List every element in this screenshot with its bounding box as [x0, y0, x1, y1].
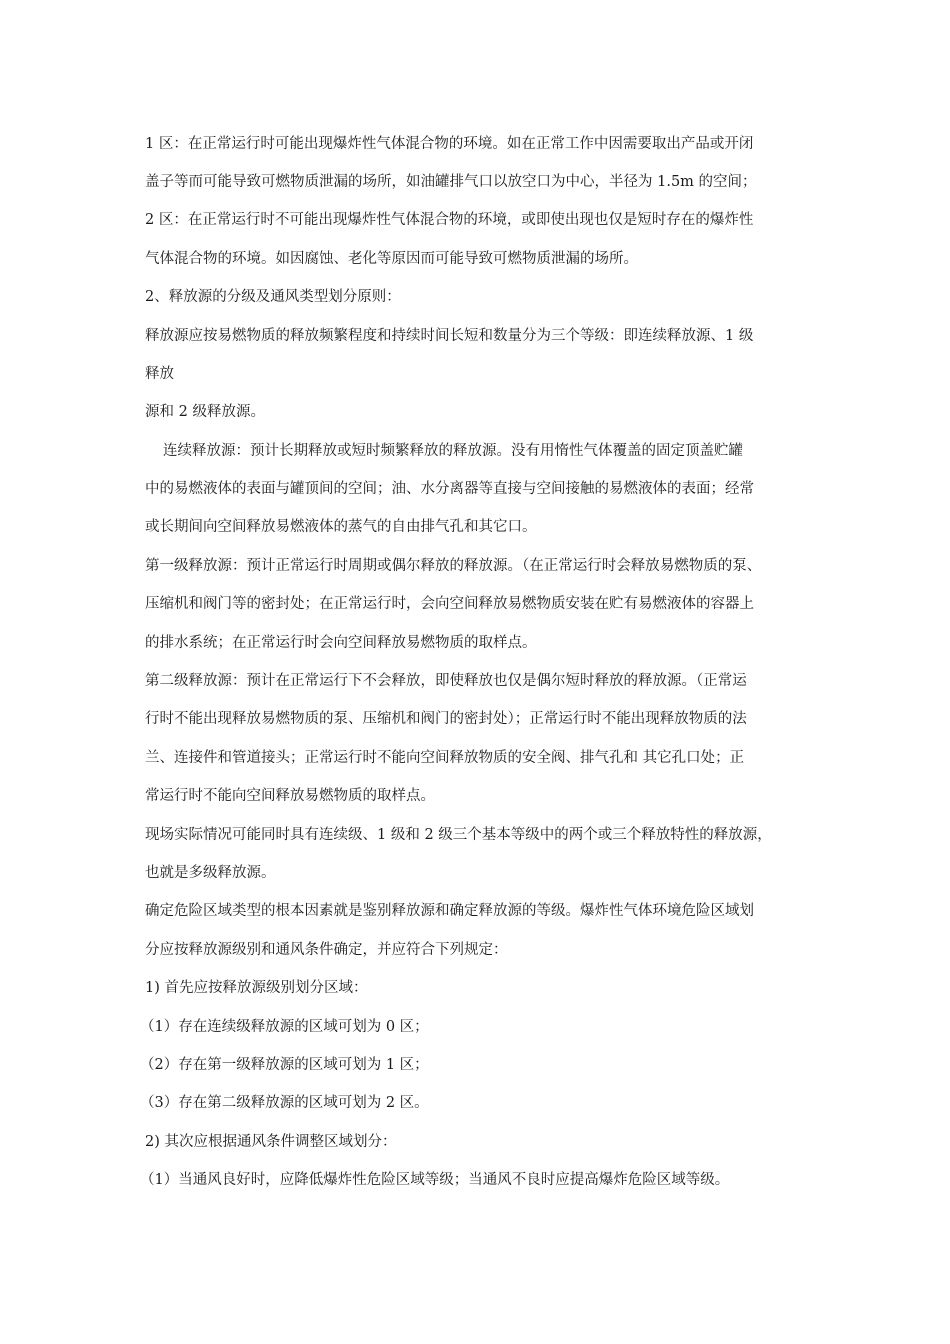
list-heading: 1) 首先应按释放源级别划分区域：	[145, 980, 368, 996]
text-line: 也就是多级释放源。	[145, 865, 276, 881]
text-line: 第二级释放源：预计在正常运行下不会释放，即使释放也仅是偶尔短时释放的释放源。（正常运	[145, 673, 747, 689]
list-item: （1）当通风良好时，应降低爆炸性危险区域等级；当通风不良时应提高爆炸危险区域等级。	[140, 1172, 730, 1188]
list-item: （1）存在连续级释放源的区域可划为 0 区；	[140, 1019, 429, 1035]
text-line: 气体混合物的环境。如因腐蚀、老化等原因而可能导致可燃物质泄漏的场所。	[145, 251, 638, 267]
text-line: 释放源应按易燃物质的释放频繁程度和持续时间长短和数量分为三个等级：即连续释放源、1 级	[145, 328, 754, 344]
text-line: 压缩机和阀门等的密封处；在正常运行时，会向空间释放易燃物质安装在贮有易燃液体的容器上	[145, 596, 754, 612]
text-line: 兰、连接件和管道接头；正常运行时不能向空间释放物质的安全阀、排气孔和 其它孔口处；正	[145, 750, 745, 766]
list-item: （2）存在第一级释放源的区域可划为 1 区；	[140, 1057, 429, 1073]
list-item: （3）存在第二级释放源的区域可划为 2 区。	[140, 1095, 429, 1111]
text-line: 分应按释放源级别和通风条件确定，并应符合下列规定：	[145, 942, 508, 958]
text-line: 盖子等而可能导致可燃物质泄漏的场所，如油罐排气口以放空口为中心，半径为 1.5m 的空间；	[145, 174, 757, 190]
text-line: 现场实际情况可能同时具有连续级、1 级和 2 级三个基本等级中的两个或三个释放特性的释放源，	[145, 827, 772, 843]
text-line: 源和 2 级释放源。	[145, 404, 265, 420]
text-line: 1 区：在正常运行时可能出现爆炸性气体混合物的环境。如在正常工作中因需要取出产品或开闭	[145, 136, 754, 152]
text-line: 行时不能出现释放易燃物质的泵、压缩机和阀门的密封处）；正常运行时不能出现释放物质的法	[145, 711, 747, 727]
text-line: 的排水系统；在正常运行时会向空间释放易燃物质的取样点。	[145, 635, 537, 651]
text-line: 第一级释放源：预计正常运行时周期或偶尔释放的释放源。（在正常运行时会释放易燃物质的泵、	[145, 558, 762, 574]
text-line: 中的易燃液体的表面与罐顶间的空间；油、水分离器等直接与空间接触的易燃液体的表面；经常	[145, 481, 754, 497]
text-line: 释放	[145, 366, 174, 382]
text-line-indented: 连续释放源：预计长期释放或短时频繁释放的释放源。没有用惰性气体覆盖的固定顶盖贮罐	[163, 443, 743, 459]
text-line: 确定危险区域类型的根本因素就是鉴别释放源和确定释放源的等级。爆炸性气体环境危险区域划	[145, 903, 754, 919]
text-line: 或长期间向空间释放易燃液体的蒸气的自由排气孔和其它口。	[145, 519, 537, 535]
text-line: 常运行时不能向空间释放易燃物质的取样点。	[145, 788, 435, 804]
list-heading: 2) 其次应根据通风条件调整区域划分：	[145, 1134, 397, 1150]
section-heading: 2、释放源的分级及通风类型划分原则：	[145, 289, 401, 305]
text-line: 2 区：在正常运行时不可能出现爆炸性气体混合物的环境，或即使出现也仅是短时存在的爆炸性	[145, 212, 754, 228]
